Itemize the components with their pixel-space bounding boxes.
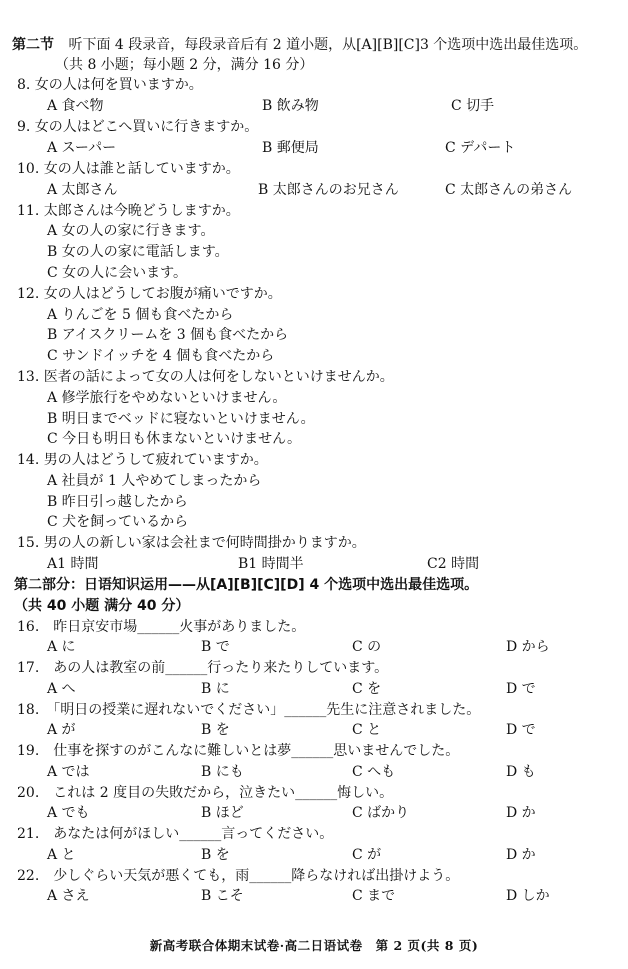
option-c: C 犬を飼っているから: [47, 514, 189, 530]
option-c: C 女の人に会います。: [47, 265, 188, 281]
part-note: （共 40 小题 满分 40 分）: [14, 598, 190, 614]
question-9: 9. 女の人はどこへ買いに行きますか。: [17, 119, 259, 135]
option-d: D から: [506, 639, 550, 655]
option-b: B 飲み物: [262, 98, 319, 114]
section-instruction: 听下面 4 段录音，每段录音后有 2 道小题，从[A][B][C]3 个选项中选出最佳选项。: [68, 37, 588, 53]
option-b: B 昨日引っ越したから: [47, 494, 188, 510]
option-d: D で: [506, 722, 536, 738]
option-c: C 切手: [451, 98, 495, 114]
option-a: A へ: [47, 681, 76, 697]
page-footer: 新高考联合体期末试卷·高二日语试卷 第 2 页(共 8 页): [149, 938, 479, 953]
option-c: C デパート: [445, 140, 516, 156]
question-13: 13. 医者の話によって女の人は何をしないといけませんか。: [17, 369, 394, 385]
part-heading: 第二部分：日语知识运用——从[A][B][C][D] 4 个选项中选出最佳选项。: [14, 577, 479, 593]
option-c: C サンドイッチを 4 個も食べたから: [47, 348, 275, 364]
option-a: A 社員が 1 人やめてしまったから: [47, 473, 262, 489]
option-a: A 女の人の家に行きます。: [47, 223, 215, 239]
option-a: A1 時間: [47, 556, 99, 572]
option-b: B ほど: [201, 805, 244, 821]
question-21: 21. あなたは何がほしい______言ってください。: [17, 826, 334, 842]
option-b: B で: [201, 639, 230, 655]
option-c: C まで: [352, 888, 396, 904]
option-a: A りんごを 5 個も食べたから: [47, 307, 234, 323]
option-b: B を: [201, 847, 230, 863]
option-d: D も: [506, 764, 536, 780]
question-17: 17. あの人は教室の前______行ったり来たりしています。: [17, 660, 389, 676]
question-22: 22. 少しぐらい天気が悪くても，雨______降らなければ出掛けよう。: [17, 868, 460, 884]
option-c: C2 時間: [427, 556, 480, 572]
option-b: B 明日までベッドに寝ないといけません。: [47, 411, 315, 427]
option-d: D で: [506, 681, 536, 697]
option-a: A でも: [47, 805, 90, 821]
option-c: C 太郎さんの弟さん: [445, 182, 573, 198]
question-18: 18. 「明日の授業に遅れないでください」______先生に注意されました。: [17, 702, 481, 718]
option-b: B こそ: [201, 888, 244, 904]
section-heading: [12, 35, 587, 55]
section-title: 第二节: [12, 37, 54, 53]
option-b: B1 時間半: [238, 556, 304, 572]
option-a: A が: [47, 722, 76, 738]
option-a: A と: [47, 847, 76, 863]
option-a: A さえ: [47, 888, 90, 904]
option-c: C 今日も明日も休まないといけません。: [47, 431, 302, 447]
question-11: 11. 太郎さんは今晩どうしますか。: [17, 203, 240, 219]
option-a: A スーパー: [47, 140, 117, 156]
question-8: 8. 女の人は何を買いますか。: [17, 77, 203, 93]
option-a: A 修学旅行をやめないといけません。: [47, 390, 287, 406]
option-c: C が: [352, 847, 382, 863]
option-a: A に: [47, 639, 76, 655]
option-c: C ばかり: [352, 805, 410, 821]
option-b: B 郵便局: [262, 140, 319, 156]
option-c: C の: [352, 639, 382, 655]
question-19: 19. 仕事を探すのがこんなに難しいとは夢______思いませんでした。: [17, 743, 460, 759]
option-b: B に: [201, 681, 230, 697]
option-a: A 太郎さん: [47, 182, 118, 198]
option-c: C へも: [352, 764, 396, 780]
option-b: B 太郎さんのお兄さん: [258, 182, 399, 198]
question-12: 12. 女の人はどうしてお腹が痛いですか。: [17, 286, 282, 302]
option-a: A では: [47, 764, 90, 780]
option-c: C と: [352, 722, 382, 738]
option-b: B アイスクリームを 3 個も食べたから: [47, 327, 289, 343]
option-b: B にも: [201, 764, 244, 780]
question-10: 10. 女の人は誰と話していますか。: [17, 161, 240, 177]
option-b: B 女の人の家に電話します。: [47, 244, 229, 260]
question-16: 16. 昨日京安市場______火事がありました。: [17, 619, 306, 635]
option-d: D か: [506, 805, 536, 821]
option-c: C を: [352, 681, 382, 697]
option-b: B を: [201, 722, 230, 738]
question-20: 20. これは 2 度目の失敗だから，泣きたい______悔しい。: [17, 785, 394, 801]
question-14: 14. 男の人はどうして疲れていますか。: [17, 452, 268, 468]
option-a: A 食べ物: [47, 98, 104, 114]
question-15: 15. 男の人の新しい家は会社まで何時間掛かりますか。: [17, 535, 366, 551]
section-note: （共 8 小题；每小题 2 分，满分 16 分）: [55, 57, 314, 73]
option-d: D か: [506, 847, 536, 863]
option-d: D しか: [506, 888, 550, 904]
